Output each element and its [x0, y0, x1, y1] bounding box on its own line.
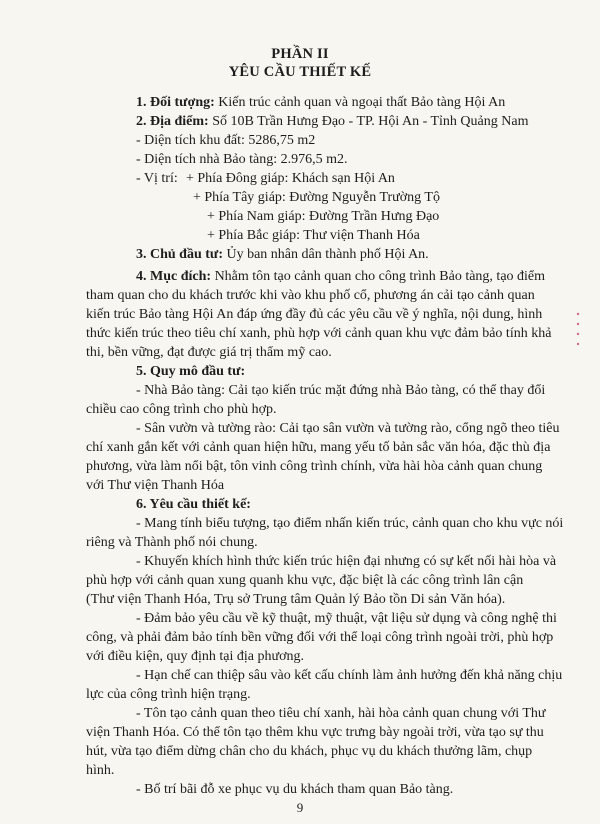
section-3-label: 3. Chủ đầu tư:: [136, 247, 223, 262]
section-6-b-line-2: phù hợp với cảnh quan xung quanh khu vực, đặc biệt là các công trình lân cận: [86, 573, 524, 588]
section-6-c-line-1: - Đảm bảo yêu cầu về kỹ thuật, mỹ thuật, vật liệu sử dụng và công nghệ thi: [136, 611, 557, 626]
section-4-line-2: tham quan cho du khách trước khi vào khu phố cổ, phương án cải tạo cảnh quan: [86, 288, 535, 303]
section-6-b-line-3: (Thư viện Thanh Hóa, Trụ sở Trung tâm Quản lý Bảo tồn Di sản Văn hóa).: [86, 592, 506, 607]
section-5-label: 5. Quy mô đầu tư:: [136, 364, 246, 379]
section-5-museum-line-2: chiều cao công trình cho phù hợp.: [86, 402, 277, 417]
section-1: [136, 94, 505, 112]
location-label: - Vị trí:: [136, 171, 178, 186]
section-3-text: Ủy ban nhân dân thành phố Hội An.: [222, 247, 429, 262]
section-2: [136, 113, 528, 131]
section-6-e-line-4: hình.: [86, 763, 115, 778]
section-2-label: 2. Địa điểm:: [136, 114, 209, 129]
section-1-text: Kiến trúc cảnh quan và ngoại thất Bảo tàng Hội An: [214, 95, 506, 110]
section-6-a-line-2: riêng và Thành phố nói chung.: [86, 535, 258, 550]
section-3: [136, 246, 429, 264]
section-4-line-4: thức kiến trúc theo tiêu chí xanh, phù hợp với cảnh quan khu vực đảm bảo tính khả: [86, 326, 552, 341]
section-6-c-line-3: với điều kiện, quy định tại địa phương.: [86, 649, 304, 664]
section-6-f-line-1: - Bố trí bãi đỗ xe phục vụ du khách tham quan Bảo tàng.: [136, 782, 454, 797]
section-4-line-3: kiến trúc Bảo tàng Hội An đáp ứng đầy đủ các yêu cầu về ý nghĩa, nội dung, hình: [86, 307, 543, 322]
location-north: + Phía Bắc giáp: Thư viện Thanh Hóa: [207, 228, 420, 243]
location-east: + Phía Đông giáp: Khách sạn Hội An: [186, 171, 395, 186]
section-2-text: Số 10B Trần Hưng Đạo - TP. Hội An - Tỉnh Quảng Nam: [208, 114, 529, 129]
part-heading: PHẦN II: [271, 46, 329, 62]
document-title: YÊU CẦU THIẾT KẾ: [228, 64, 372, 80]
section-4-label: 4. Mục đích:: [136, 269, 212, 284]
page-number: 9: [296, 800, 304, 815]
section-1-label: 1. Đối tượng:: [136, 95, 215, 110]
section-4-line-1: Nhằm tôn tạo cảnh quan cho công trình Bảo tàng, tạo điểm: [211, 269, 546, 284]
section-6-e-line-2: viện Thanh Hóa. Có thể tôn tạo thêm khu vực trưng bày ngoài trời, vừa tạo sự thu: [86, 725, 544, 740]
land-area: - Diện tích khu đất: 5286,75 m2: [136, 133, 316, 148]
section-6-a-line-1: - Mang tính biểu tượng, tạo điểm nhấn kiến trúc, cảnh quan cho khu vực nói: [136, 516, 564, 531]
margin-scan-mark: [574, 310, 582, 350]
section-6-b-line-1: - Khuyến khích hình thức kiến trúc hiện đại nhưng có sự kết nối hài hòa và: [136, 554, 557, 569]
section-5-garden-line-1: - Sân vườn và tường rào: Cải tạo sân vườn và tường rào, cổng ngõ theo tiêu: [136, 421, 560, 436]
section-4: [136, 268, 545, 286]
location-west: + Phía Tây giáp: Đường Nguyễn Trường Tộ: [193, 190, 440, 205]
museum-area: - Diện tích nhà Bảo tàng: 2.976,5 m2.: [136, 152, 348, 167]
section-4-line-5: thi, bền vững, đạt được giá trị thẩm mỹ cao.: [86, 345, 332, 360]
section-5-garden-line-3: phương, vừa làm nổi bật, tôn vinh công trình chính, vừa hài hòa cảnh quan chung: [86, 459, 543, 474]
section-6-c-line-2: công, và phải đảm bảo tính bền vững đối với thể loại công trình ngoài trời, phù hợp: [86, 630, 554, 645]
section-5-garden-line-2: chí xanh gắn kết với cảnh quan hiện hữu, mang yếu tố bản sắc văn hóa, đặc thù địa: [86, 440, 551, 455]
section-6-d-line-2: lực của công trình hiện trạng.: [86, 687, 251, 702]
section-6-label: 6. Yêu cầu thiết kế:: [136, 497, 251, 512]
section-5-museum-line-1: - Nhà Bảo tàng: Cải tạo kiến trúc mặt đứng nhà Bảo tàng, có thể thay đổi: [136, 383, 546, 398]
section-6-d-line-1: - Hạn chế can thiệp sâu vào kết cấu chính làm ảnh hưởng đến khả năng chịu: [136, 668, 563, 683]
section-5-garden-line-4: với Thư viện Thanh Hóa: [86, 478, 225, 493]
section-6-e-line-1: - Tôn tạo cảnh quan theo tiêu chí xanh, hài hòa cảnh quan chung với Thư: [136, 706, 546, 721]
section-6-e-line-3: hút, vừa tạo điểm dừng chân cho du khách, phục vụ du khách thưởng lãm, chụp: [86, 744, 533, 759]
location-south: + Phía Nam giáp: Đường Trần Hưng Đạo: [207, 209, 440, 224]
